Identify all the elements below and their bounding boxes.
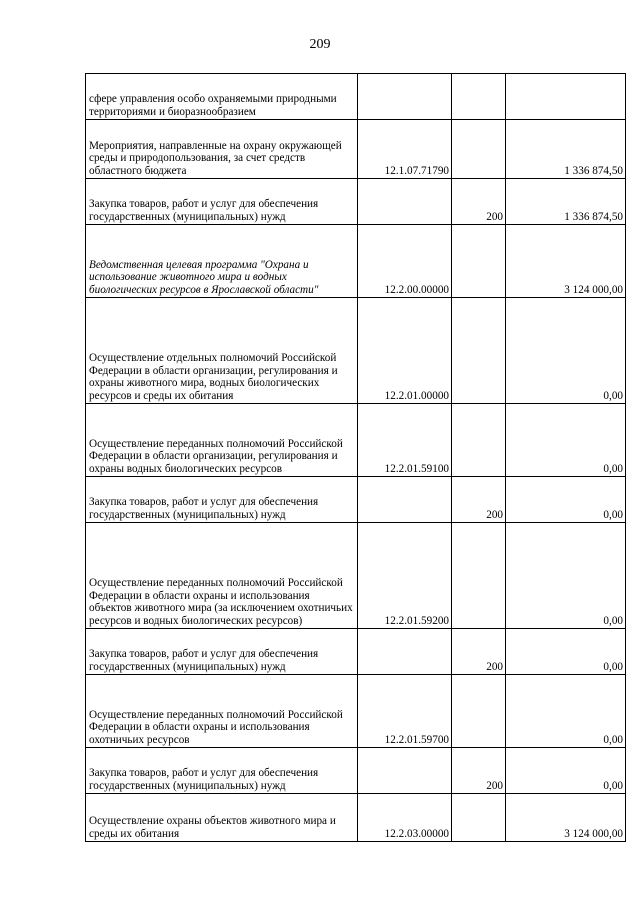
table-row <box>86 298 626 404</box>
table-row <box>86 629 626 675</box>
row-name-cell: Закупка товаров, работ и услуг для обеспечения государственных (муниципальных) нужд <box>86 748 358 794</box>
row-expense-type-cell <box>452 74 506 120</box>
row-sum-cell: 0,00 <box>506 404 626 477</box>
row-name-cell: Осуществление переданных полномочий Российской Федерации в области организации, регулирования и охраны водных биологических ресурсов <box>86 404 358 477</box>
row-sum-cell: 3 124 000,00 <box>506 225 626 298</box>
budget-table <box>85 73 626 842</box>
row-sum-cell: 0,00 <box>506 477 626 523</box>
row-expense-type-cell <box>452 794 506 842</box>
row-sum-cell: 1 336 874,50 <box>506 179 626 225</box>
table-row <box>86 179 626 225</box>
row-name-cell: сфере управления особо охраняемыми природными территориями и биоразнообразием <box>86 74 358 120</box>
row-expense-type-cell: 200 <box>452 748 506 794</box>
row-sum-cell: 0,00 <box>506 629 626 675</box>
row-name-cell: Осуществление отдельных полномочий Российской Федерации в области организации, регулирования и охраны животного мира, водных биологических ресурсов и среды их обитания <box>86 298 358 404</box>
table-row <box>86 794 626 842</box>
row-code-cell: 12.2.00.00000 <box>358 225 452 298</box>
row-name-cell: Закупка товаров, работ и услуг для обеспечения государственных (муниципальных) нужд <box>86 179 358 225</box>
row-name-cell: Осуществление переданных полномочий Российской Федерации в области охраны и использования объектов животного мира (за исключением охотничьих ресурсов и водных биологических ресурсов) <box>86 523 358 629</box>
table-row <box>86 74 626 120</box>
row-expense-type-cell <box>452 298 506 404</box>
row-sum-cell <box>506 74 626 120</box>
row-name-cell: Закупка товаров, работ и услуг для обеспечения государственных (муниципальных) нужд <box>86 477 358 523</box>
table-row <box>86 477 626 523</box>
row-expense-type-cell <box>452 120 506 179</box>
row-name-cell: Ведомственная целевая программа "Охрана и использование животного мира и водных биологических ресурсов в Ярославской области" <box>86 225 358 298</box>
table-row <box>86 523 626 629</box>
row-code-cell <box>358 748 452 794</box>
row-expense-type-cell <box>452 225 506 298</box>
budget-table-body <box>86 74 626 842</box>
row-expense-type-cell <box>452 523 506 629</box>
row-code-cell: 12.2.01.00000 <box>358 298 452 404</box>
row-sum-cell: 1 336 874,50 <box>506 120 626 179</box>
table-row <box>86 120 626 179</box>
row-sum-cell: 0,00 <box>506 675 626 748</box>
row-sum-cell: 3 124 000,00 <box>506 794 626 842</box>
row-expense-type-cell: 200 <box>452 179 506 225</box>
table-row <box>86 225 626 298</box>
row-sum-cell: 0,00 <box>506 748 626 794</box>
row-code-cell: 12.1.07.71790 <box>358 120 452 179</box>
row-code-cell: 12.2.01.59200 <box>358 523 452 629</box>
row-code-cell: 12.2.01.59700 <box>358 675 452 748</box>
row-expense-type-cell: 200 <box>452 477 506 523</box>
page-number: 209 <box>309 37 331 52</box>
row-code-cell <box>358 179 452 225</box>
row-code-cell <box>358 74 452 120</box>
row-name-cell: Осуществление охраны объектов животного мира и среды их обитания <box>86 794 358 842</box>
row-name-cell: Закупка товаров, работ и услуг для обеспечения государственных (муниципальных) нужд <box>86 629 358 675</box>
row-code-cell: 12.2.01.59100 <box>358 404 452 477</box>
row-name-cell: Мероприятия, направленные на охрану окружающей среды и природопользования, за счет средств областного бюджета <box>86 120 358 179</box>
row-sum-cell: 0,00 <box>506 523 626 629</box>
row-sum-cell: 0,00 <box>506 298 626 404</box>
row-expense-type-cell <box>452 675 506 748</box>
row-expense-type-cell: 200 <box>452 629 506 675</box>
table-row <box>86 748 626 794</box>
table-row <box>86 675 626 748</box>
row-code-cell: 12.2.03.00000 <box>358 794 452 842</box>
row-expense-type-cell <box>452 404 506 477</box>
table-row <box>86 404 626 477</box>
row-code-cell <box>358 477 452 523</box>
row-name-cell: Осуществление переданных полномочий Российской Федерации в области охраны и использования охотничьих ресурсов <box>86 675 358 748</box>
row-code-cell <box>358 629 452 675</box>
